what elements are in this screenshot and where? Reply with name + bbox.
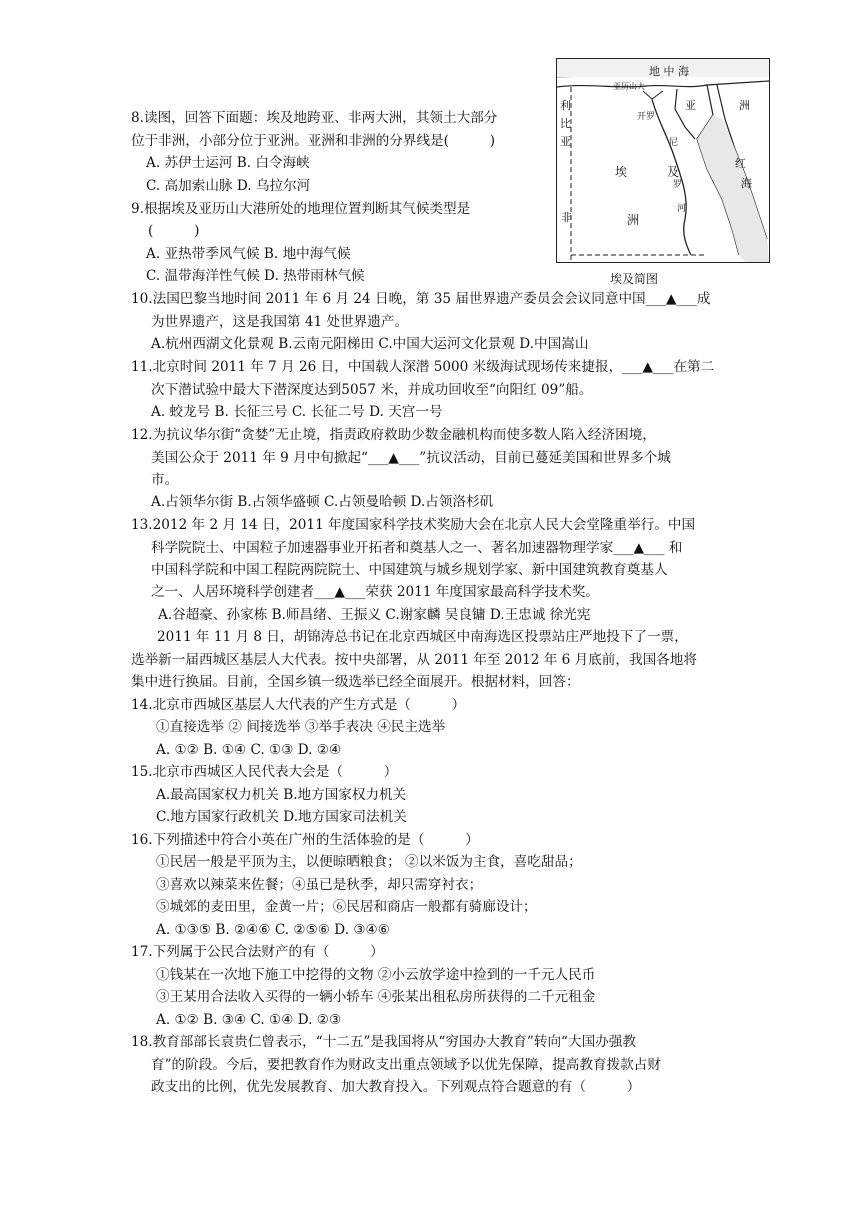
q13-line-1: 13.2012 年 2 月 14 日，2011 年度国家科学技术奖励大会在北京人民大会堂隆重举行。中国 [131, 517, 696, 533]
port-label: 亚历山大 [613, 82, 645, 91]
q12-line-2: 美国公众于 2011 年 9 月中旬掀起“___▲___”抗议活动，目前已蔓延美国和世界多个城 [151, 450, 671, 466]
q18-line-2: 育”的阶段。今后，要把教育作为财政支出重点领域予以优先保障，提高教育拨款占财 [151, 1057, 661, 1073]
q8-line-1: 8.读图，回答下面题：埃及地跨亚、非两大洲，其领土大部分 [131, 110, 498, 126]
sea-label: 地 中 海 [649, 65, 689, 78]
q16-items-3: ⑤城郊的麦田里，金黄一片；⑥民居和商店一般都有骑廊设计； [156, 899, 537, 915]
q15-stem: 15.北京市西城区人民代表大会是（ ） [131, 764, 398, 780]
q9-line-2: ( ) [148, 223, 200, 239]
material-line-2: 选举新一届西城区基层人大代表。按中央部署，从 2011 年至 2012 年 6 月底前，我国各地将 [131, 652, 697, 668]
q17-items-1: ①钱某在一次地下施工中挖得的文物 ②小云放学途中捡到的一千元人民币 [156, 967, 596, 983]
q12-line-3: 市。 [151, 472, 179, 488]
libya-label-3: 亚 [560, 135, 571, 148]
red-sea-label-1: 红 [735, 157, 746, 170]
q12-options: A.占领华尔街 B.占领华盛顿 C.占领曼哈顿 D.占领洛杉矶 [151, 494, 494, 510]
q9-options-cd: C. 温带海洋性气候 D. 热带雨林气候 [146, 268, 365, 284]
material-line-1: 2011 年 11 月 8 日，胡锦涛总书记在北京西城区中南海选区投票站庄严地投下了一票， [157, 629, 688, 645]
q11-line-2: 次下潜试验中最大下潜深度达到5057 米，并成功回收至“向阳红 09”船。 [151, 382, 593, 398]
q14-items: ①直接选举 ② 间接选举 ③举手表决 ④民主选举 [156, 719, 446, 735]
q17-stem: 17.下列属于公民合法财产的有（ ） [131, 944, 384, 960]
nile-label-2: 罗 [673, 180, 683, 190]
libya-label-2: 比 [560, 117, 571, 130]
red-sea-label-2: 海 [741, 177, 752, 190]
q12-line-1: 12.为抗议华尔街“贪婪”无止境，指责政府救助少数金融机构而使多数人陷入经济困境， [131, 427, 656, 443]
asia-label-2: 洲 [739, 99, 750, 112]
q14-stem: 14.北京市西城区基层人大代表的产生方式是（ ） [131, 697, 466, 713]
q13-line-4: 之一、人居环境科学创建者___▲___荣获 2011 年度国家最高科学技术奖。 [151, 584, 599, 600]
figure-caption: 埃及简图 [610, 272, 659, 286]
q15-options-ab: A.最高国家权力机关 B.地方国家权力机关 [156, 787, 407, 803]
q16-items-1: ①民居一般是平顶为主，以便晾晒粮食； ②以米饭为主食，喜吃甜品； [156, 854, 582, 870]
q16-items-2: ③喜欢以辣菜来佐餐；④虽已是秋季，却只需穿衬衣； [156, 877, 483, 893]
q11-line-1: 11.北京时间 2011 年 7 月 26 日，中国载人深潜 5000 米级海试现场传来捷报，___▲___在第二 [131, 359, 715, 375]
q11-options: A. 蛟龙号 B. 长征三号 C. 长征二号 D. 天宫一号 [151, 404, 443, 420]
asia-label-1: 亚 [685, 99, 696, 112]
q8-line-2: 位于非洲，小部分位于亚洲。亚洲和非洲的分界线是( ) [131, 133, 496, 149]
q10-options: A.杭州西湖文化景观 B.云南元阳梯田 C.中国大运河文化景观 D.中国嵩山 [151, 336, 589, 352]
cairo-label: 开罗 [637, 112, 656, 122]
africa-label-2: 洲 [627, 213, 640, 227]
q9-line-1: 9.根据埃及亚历山大港所处的地理位置判断其气候类型是 [131, 201, 471, 217]
q8-options-ab: A. 苏伊士运河 B. 白令海峡 [146, 155, 310, 171]
material-line-3: 集中进行换届。目前，全国乡镇一级选举已经全面展开。根据材料，回答： [131, 674, 580, 690]
q18-line-3: 政支出的比例，优先发展教育、加大教育投入。下列观点符合题意的有（ ） [151, 1079, 641, 1095]
egypt-map-figure [556, 58, 770, 263]
q18-line-1: 18.教育部部长袁贵仁曾表示，“十二五”是我国将从“穷国办大教育”转向“大国办强教 [131, 1034, 636, 1050]
africa-label-1: 非 [561, 211, 572, 224]
nile-label-1: 尼 [669, 138, 679, 148]
q17-options: A. ①② B. ③④ C. ①④ D. ②③ [156, 1012, 342, 1028]
ji-label: 及 [667, 165, 680, 179]
q10-line-2: 为世界遗产，这是我国第 41 处世界遗产。 [151, 314, 409, 330]
q13-options: A.谷超豪、孙家栋 B.师昌绪、王振义 C.谢家麟 吴良镛 D.王忠诚 徐光宪 [158, 607, 591, 623]
nile-label-3: 河 [677, 204, 687, 214]
q15-options-cd: C.地方国家行政机关 D.地方国家司法机关 [156, 809, 407, 825]
q16-options: A. ①③⑤ B. ②④⑥ C. ②⑤⑥ D. ③④⑥ [156, 922, 390, 938]
q16-stem: 16.下列描述中符合小英在广州的生活体验的是（ ） [131, 832, 479, 848]
q13-line-3: 中国科学院和中国工程院两院院士、中国建筑与城乡规划学家、新中国建筑教育奠基人 [151, 562, 668, 578]
q8-options-cd: C. 高加索山脉 D. 乌拉尔河 [146, 178, 311, 194]
q13-line-2: 科学院院士、中国粒子加速器事业开拓者和奠基人之一、著名加速器物理学家___▲___ 和 [151, 540, 683, 556]
q9-options-ab: A. 亚热带季风气候 B. 地中海气候 [146, 246, 351, 262]
q10-line-1: 10.法国巴黎当地时间 2011 年 6 月 24 日晚，第 35 届世界遗产委员会会议同意中国___▲___成 [131, 291, 711, 307]
libya-label-1: 利 [560, 99, 571, 112]
q17-items-2: ③王某用合法收入买得的一辆小轿车 ④张某出租私房所获得的二千元租金 [156, 989, 596, 1005]
egypt-label: 埃 [615, 165, 628, 179]
q14-options: A. ①② B. ①④ C. ①③ D. ②④ [156, 742, 342, 758]
